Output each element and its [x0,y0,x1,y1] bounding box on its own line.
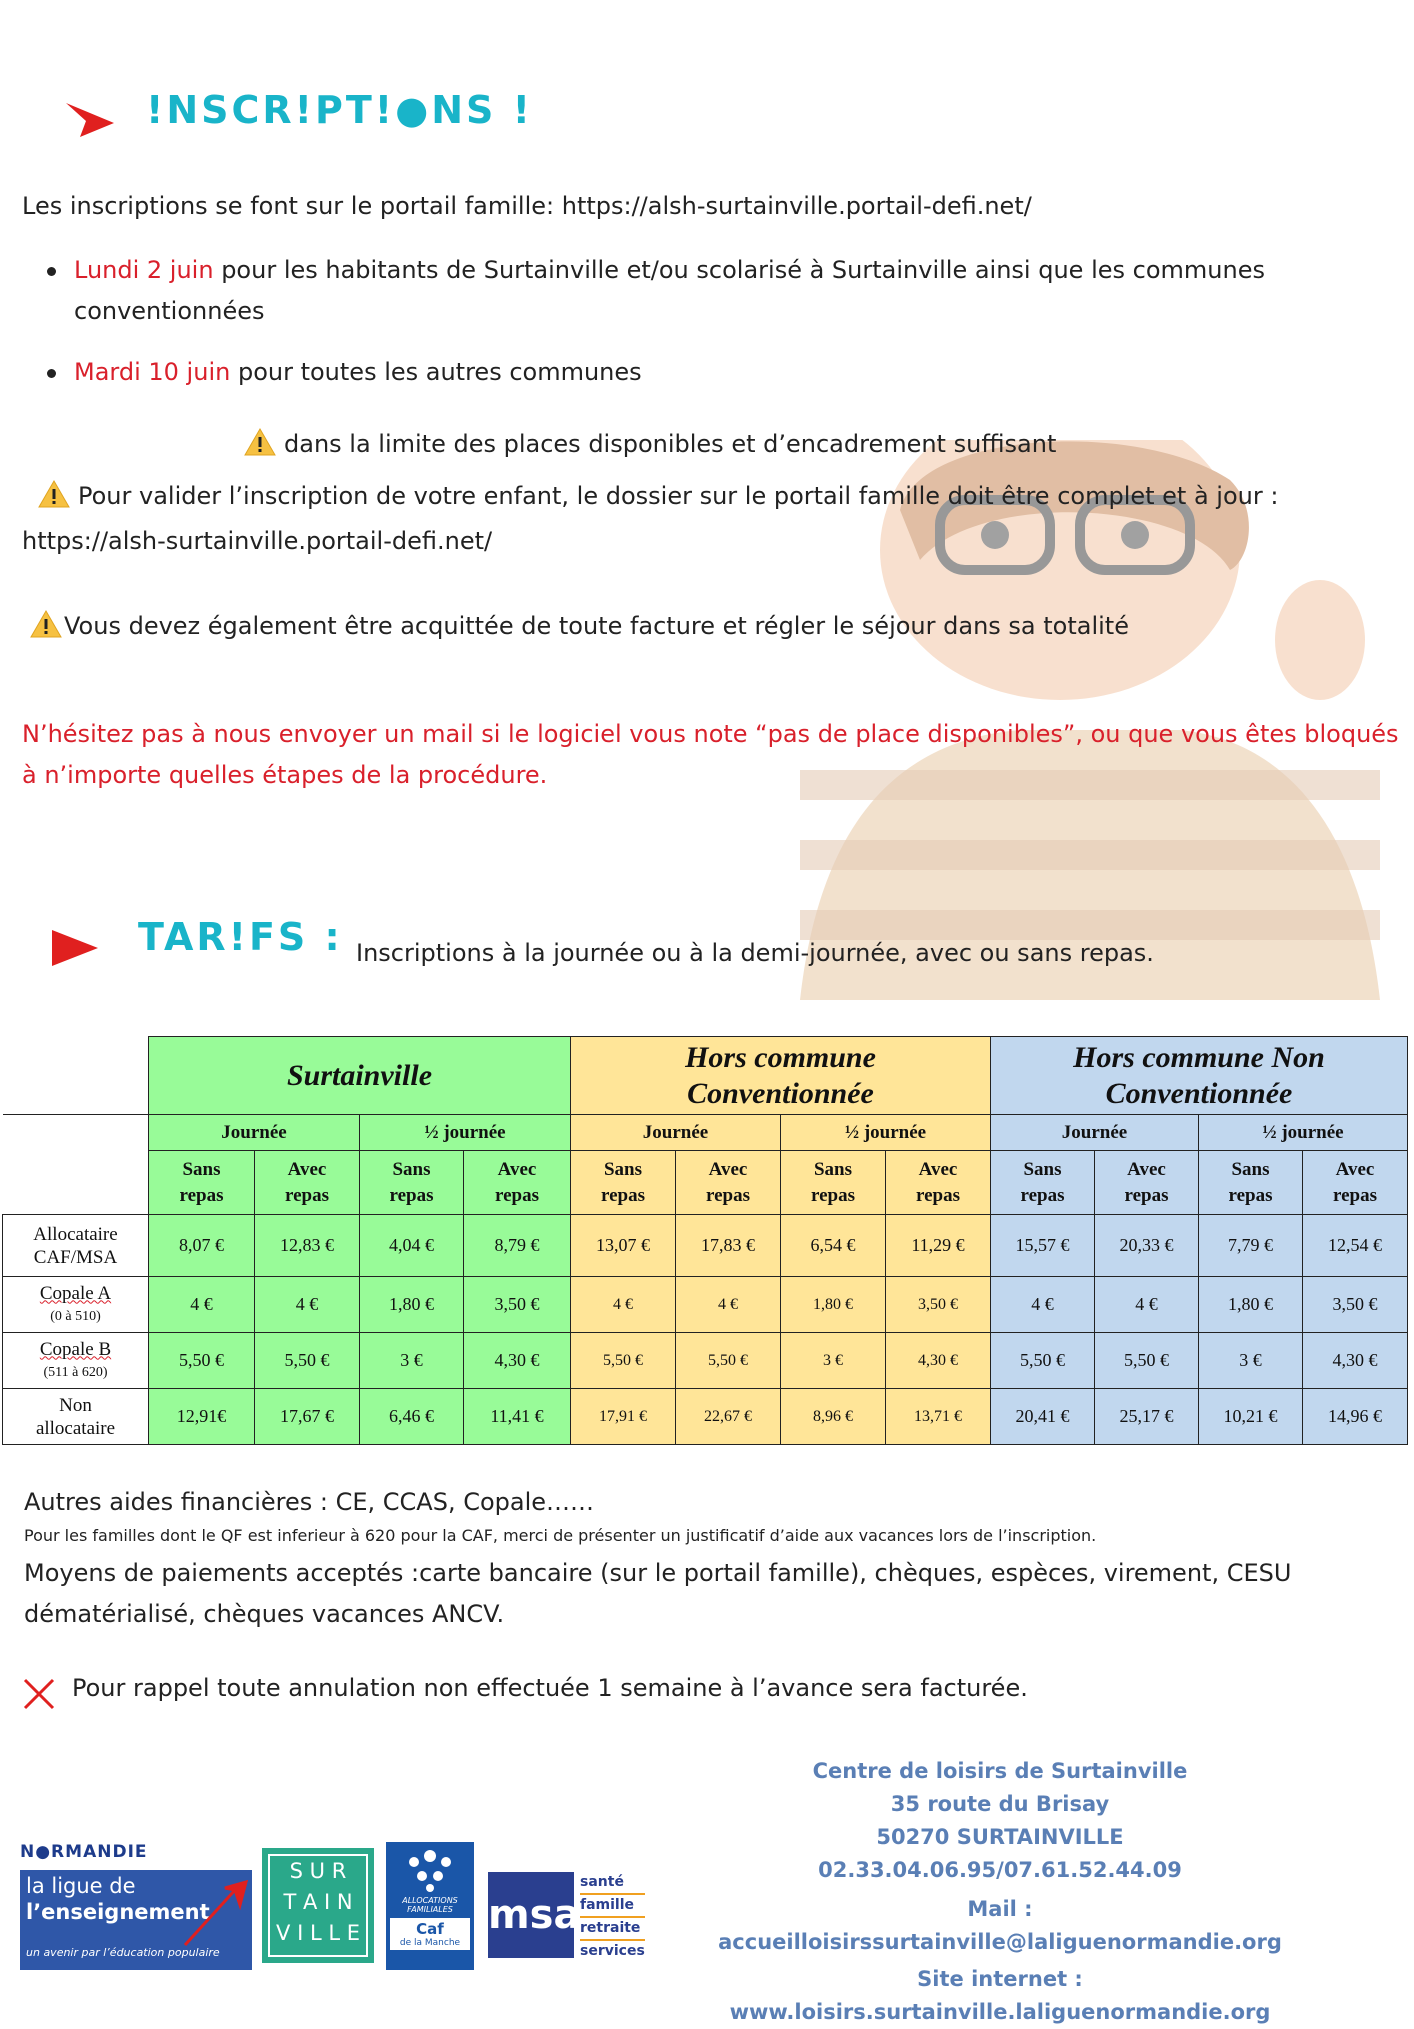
row-label [3,1277,149,1333]
col-sans-repas [991,1151,1095,1215]
footer-mail: Mail : accueilloisirssurtainville@laliguenormandie.org [718,1897,1282,1954]
meal-label: repas [601,1184,645,1206]
period-demi-journee: ½ journée [360,1115,571,1151]
row-label-main: Non [59,1394,92,1416]
tarif-cell: 3 € [360,1333,464,1389]
footer-phone: 02.33.04.06.95/07.61.52.44.09 [818,1858,1182,1882]
warning-dossier [22,476,1402,562]
warning-places-text: dans la limite des places disponibles et d’encadrement suffisant [284,430,1057,458]
col-sans-repas [1199,1151,1303,1215]
tarif-cell: 8,07 € [149,1215,255,1277]
tarif-cell: 1,80 € [781,1277,886,1333]
tarif-cell: 12,83 € [255,1215,360,1277]
row-label-sub: CAF/MSA [33,1246,118,1268]
tarif-cell: 4,30 € [886,1333,991,1389]
tarif-cell: 4 € [255,1277,360,1333]
row-label-main: Allocataire [33,1223,118,1245]
arrow-icon [66,103,114,137]
inscriptions-heading: !NSCR!PT!●NS ! [146,88,533,132]
group-hors-commune-non-conventionnee: Hors commune Non Conventionnée [991,1037,1408,1115]
row-label [3,1333,149,1389]
tarifs-table [2,1036,1408,1445]
tarif-cell: 14,96 € [1303,1389,1408,1445]
ligue-tagline: un avenir par l’éducation populaire [26,1946,220,1959]
tarif-cell: 4 € [149,1277,255,1333]
group-surtainville: Surtainville [149,1037,571,1115]
tarif-cell: 11,29 € [886,1215,991,1277]
tarif-cell: 3 € [781,1333,886,1389]
bullet-text: pour les habitants de Surtainville et/ou scolarisé à Surtainville ainsi que les communes conventionnées [74,256,1265,325]
tarif-cell: 20,33 € [1095,1215,1199,1277]
tarif-cell: 1,80 € [360,1277,464,1333]
tarif-cell: 5,50 € [1095,1333,1199,1389]
meal-label: repas [495,1184,539,1206]
ligue-banner [20,1870,252,1970]
col-sans-repas [781,1151,886,1215]
caf-logo [386,1842,474,1970]
row-label-main: Copale A [39,1282,112,1304]
period-demi-journee: ½ journée [1199,1115,1408,1151]
tarif-cell: 22,67 € [676,1389,781,1445]
col-sans-repas [149,1151,255,1215]
meal-label: Sans [392,1158,431,1180]
tarif-cell: 8,79 € [464,1215,571,1277]
meal-label: repas [1124,1184,1169,1206]
period-header-row [3,1115,1408,1151]
col-avec-repas [1095,1151,1199,1215]
tarif-cell: 11,41 € [464,1389,571,1445]
caf-family-icon [400,1848,460,1892]
tarif-cell: 10,21 € [1199,1389,1303,1445]
aides-text: Autres aides financières : CE, CCAS, Copale…… [24,1488,595,1516]
list-item [24,352,1384,393]
warning-dossier-text: Pour valider l’inscription de votre enfant, le dossier sur le portail famille doit être complet et à jour : https://alsh-surtainville.portail-defi.net/ [22,482,1279,555]
surtainville-logo [262,1848,374,1963]
tarif-cell: 3,50 € [886,1277,991,1333]
tarif-cell: 13,07 € [571,1215,676,1277]
caf-line2: FAMILIALES [407,1905,453,1914]
ligue-line1: la ligue de [26,1874,136,1898]
tarif-cell: 3,50 € [464,1277,571,1333]
date-lundi: Lundi 2 juin [74,256,214,284]
meal-label: Sans [1023,1158,1062,1180]
tarif-cell: 8,96 € [781,1389,886,1445]
table-row [3,1389,1408,1445]
warning-facture-text: Vous devez également être acquittée de toute facture et régler le séjour dans sa totalité [64,612,1129,640]
tarif-cell: 4,04 € [360,1215,464,1277]
col-avec-repas [1303,1151,1408,1215]
meal-label: Sans [603,1158,643,1180]
caf-sub: de la Manche [399,1938,461,1948]
meal-label: Sans [1231,1158,1270,1180]
meal-label: repas [389,1184,434,1206]
meal-label: Avec [1127,1158,1166,1180]
meal-label: repas [285,1184,329,1206]
meal-label: Avec [497,1158,537,1180]
meal-label: Sans [813,1158,853,1180]
inscription-dates-list [24,250,1384,393]
tarif-cell: 5,50 € [991,1333,1095,1389]
meal-label: Avec [1335,1158,1375,1180]
tarifs-heading: TAR!FS : [138,915,343,959]
bullet-text: pour toutes les autres communes [230,358,642,386]
date-mardi: Mardi 10 juin [74,358,231,386]
table-row [3,1215,1408,1277]
meal-label: repas [179,1184,224,1206]
caf-line1: ALLOCATIONS [402,1896,458,1905]
meal-label: repas [1228,1184,1273,1206]
col-avec-repas [886,1151,991,1215]
tarif-cell: 6,46 € [360,1389,464,1445]
msa-word: santé [580,1872,645,1895]
warning-icon [30,610,62,651]
col-avec-repas [255,1151,360,1215]
tarif-cell: 4,30 € [464,1333,571,1389]
period-journee: Journée [149,1115,360,1151]
period-demi-journee: ½ journée [781,1115,991,1151]
row-label-main: Copale B [39,1338,112,1360]
col-sans-repas [360,1151,464,1215]
warning-facture [30,606,1129,651]
col-avec-repas [676,1151,781,1215]
row-label [3,1389,149,1445]
tarif-cell: 4 € [991,1277,1095,1333]
footer-street: 35 route du Brisay [890,1792,1110,1816]
tarif-cell: 5,50 € [149,1333,255,1389]
tarif-cell: 25,17 € [1095,1389,1199,1445]
msa-word: famille [580,1895,645,1918]
footer-address [690,1755,1310,2029]
row-label [3,1215,149,1277]
period-journee: Journée [991,1115,1199,1151]
tarif-cell: 17,67 € [255,1389,360,1445]
row-label-sub: allocataire [35,1417,116,1439]
tarif-cell: 20,41 € [991,1389,1095,1445]
tarif-cell: 5,50 € [255,1333,360,1389]
table-row [3,1333,1408,1389]
warning-icon [244,428,276,469]
group-hors-commune-conventionnee: Hors commune Conventionnée [571,1037,991,1115]
surtainville-logo-line2: T A I N [283,1890,353,1914]
surtainville-logo-line1: S U R [289,1859,347,1883]
meal-header-row [3,1151,1408,1215]
col-sans-repas [571,1151,676,1215]
tarif-cell: 4,30 € [1303,1333,1408,1389]
footer-city: 50270 SURTAINVILLE [876,1825,1124,1849]
meal-label: Sans [182,1158,221,1180]
group-header-row [3,1037,1408,1115]
footer-website: Site internet : www.loisirs.surtainville.laliguenormandie.org [729,1967,1271,2024]
warning-places [244,424,1056,469]
ligue-enseignement-logo [20,1842,252,1972]
table-row [3,1277,1408,1333]
tarif-cell: 4 € [1095,1277,1199,1333]
footer-center-name: Centre de loisirs de Surtainville [812,1759,1188,1783]
tarif-cell: 17,83 € [676,1215,781,1277]
ligue-arrow-icon [180,1880,250,1950]
cross-icon [22,1677,56,1715]
meal-label: Avec [708,1158,748,1180]
tarif-cell: 17,91 € [571,1389,676,1445]
meal-label: repas [1333,1184,1377,1206]
qf-note: Pour les familles dont le QF est inferieur à 620 pour la CAF, merci de présenter un justificatif d’aide aux vacances lors de l’inscription. [24,1526,1097,1545]
meal-label: repas [811,1184,855,1206]
tarif-cell: 12,91€ [149,1389,255,1445]
tarif-cell: 5,50 € [676,1333,781,1389]
tarifs-subtitle: Inscriptions à la journée ou à la demi-journée, avec ou sans repas. [356,939,1154,967]
tarif-cell: 4 € [571,1277,676,1333]
tarif-cell: 4 € [676,1277,781,1333]
col-avec-repas [464,1151,571,1215]
inscriptions-intro: Les inscriptions se font sur le portail famille: https://alsh-surtainville.portail-defi.net/ [22,192,1032,220]
ligue-line2: l’enseignement [26,1900,210,1924]
tarif-cell: 3,50 € [1303,1277,1408,1333]
tarif-cell: 12,54 € [1303,1215,1408,1277]
meal-label: Avec [287,1158,327,1180]
caf-name: Caf [416,1920,444,1938]
tarif-cell: 15,57 € [991,1215,1095,1277]
warning-icon [38,480,70,521]
row-label-sub: (0 à 510) [50,1308,101,1324]
tarif-cell: 5,50 € [571,1333,676,1389]
meal-label: repas [916,1184,960,1206]
meal-label: repas [1020,1184,1065,1206]
tarif-cell: 3 € [1199,1333,1303,1389]
row-label-sub: (511 à 620) [43,1364,108,1380]
msa-word: services [580,1943,645,1959]
msa-logo [488,1872,658,1958]
msa-word: retraite [580,1918,645,1941]
tarif-cell: 1,80 € [1199,1277,1303,1333]
msa-mark: msa [488,1872,574,1958]
tarif-cell: 6,54 € [781,1215,886,1277]
meal-label: Avec [918,1158,958,1180]
surtainville-logo-line3: V I L L E [276,1921,360,1945]
annulation-text: Pour rappel toute annulation non effectuée 1 semaine à l’avance sera facturée. [72,1674,1028,1702]
arrow-icon [52,930,98,966]
paiements-text: Moyens de paiements acceptés :carte bancaire (sur le portail famille), chèques, espèces, virement, CESU dématérialisé, chèques vacances ANCV. [24,1559,1292,1628]
period-journee: Journée [571,1115,781,1151]
ligue-region: N●RMANDIE [20,1842,148,1862]
list-item [24,250,1384,332]
meal-label: repas [706,1184,750,1206]
tarif-cell: 13,71 € [886,1389,991,1445]
contact-note: N’hésitez pas à nous envoyer un mail si le logiciel vous note “pas de place disponibles”, ou que vous êtes bloqués à n’importe quelles étapes de la procédure. [22,720,1399,789]
tarif-cell: 7,79 € [1199,1215,1303,1277]
